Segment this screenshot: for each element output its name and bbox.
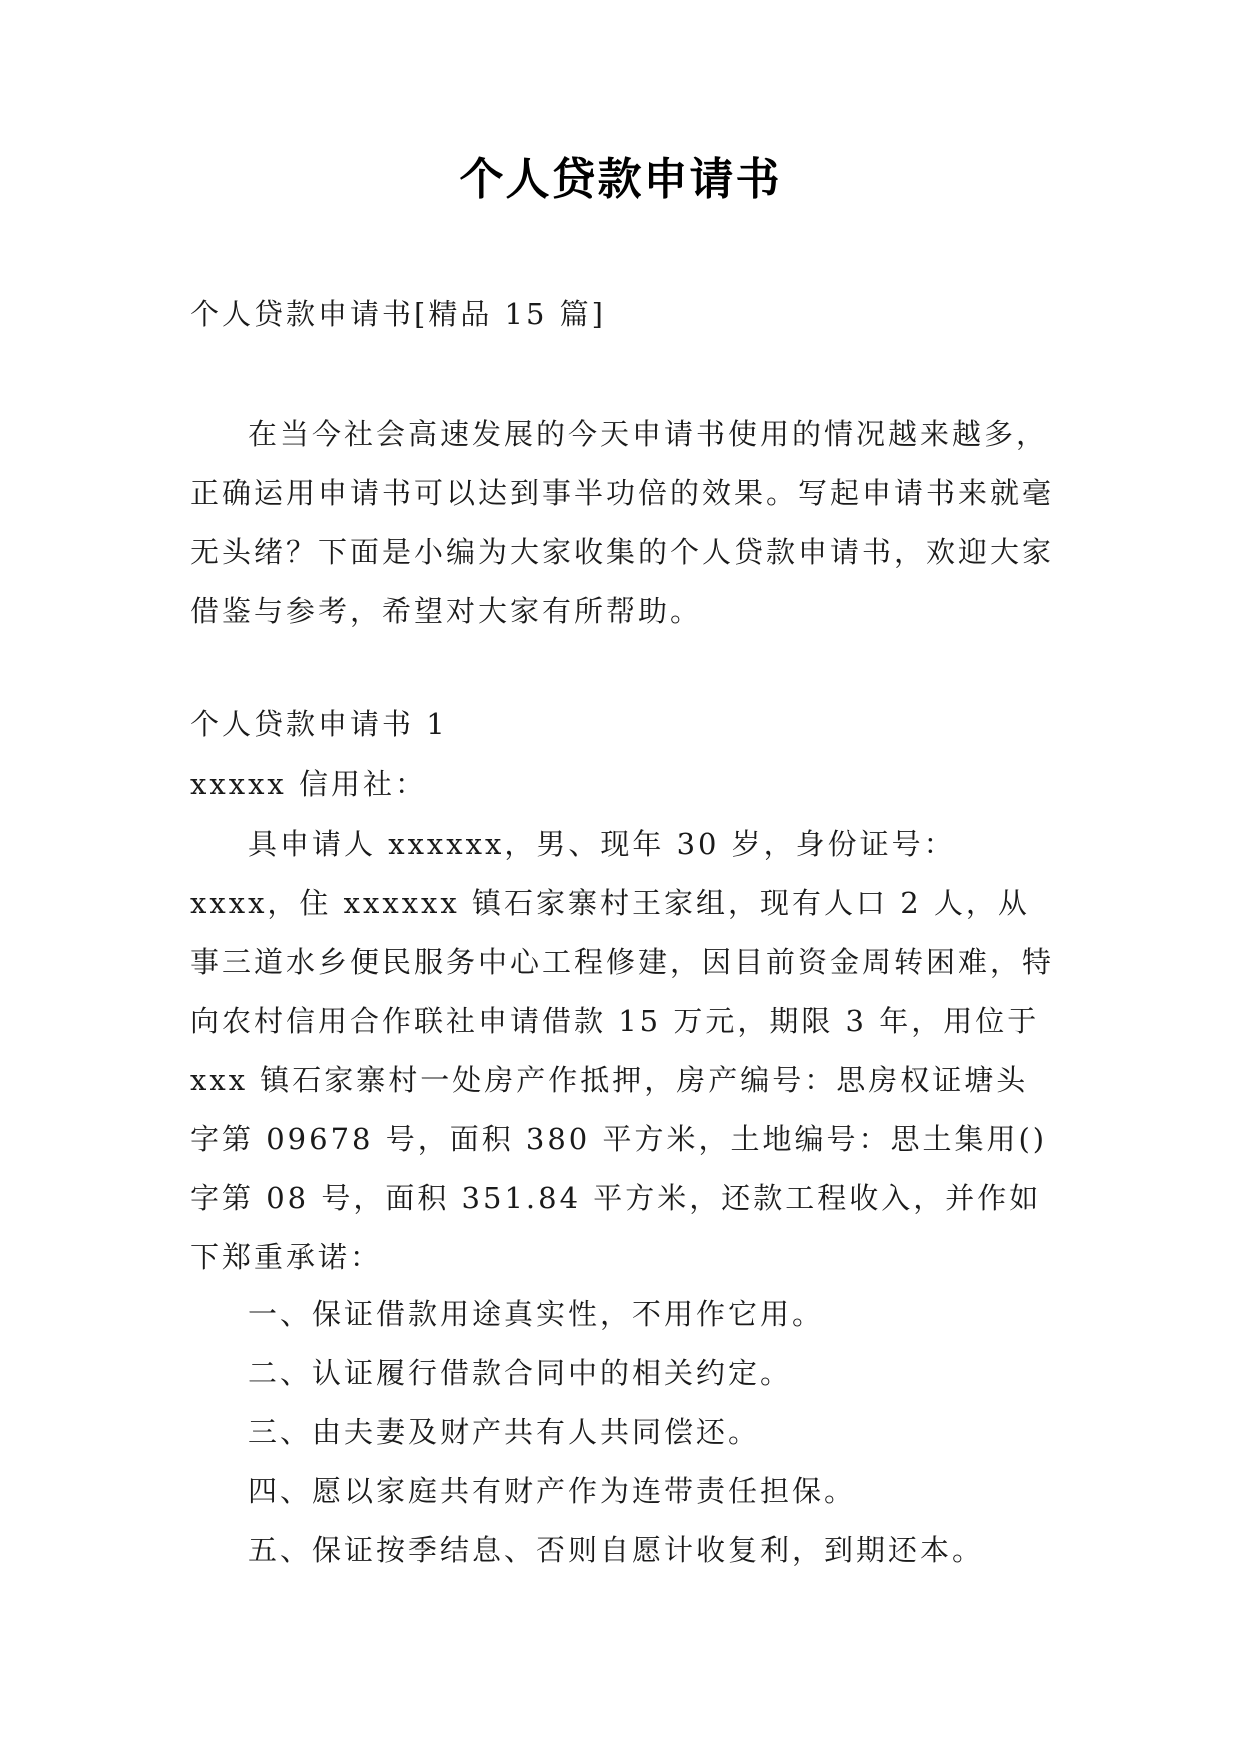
promise-item: 三、由夫妻及财产共有人共同偿还。 [248,1415,761,1449]
promise-item: 一、保证借款用途真实性，不用作它用。 [248,1297,825,1331]
addressee-line: xxxxx 信用社： [190,767,427,801]
promise-item: 五、保证按季结息、否则自愿计收复利，到期还本。 [248,1533,985,1567]
document-subtitle: 个人贷款申请书[精品 15 篇] [190,297,606,331]
application-paragraph: 具申请人 xxxxxx，男、现年 30 岁，身份证号：xxxx，住 xxxxxx 镇石家寨村王家组，现有人口 2 人，从事三道水乡便民服务中心工程修建，因目前资金周转困难，特向农村信用合作联社申请借款 15 万元，期限 3 年，用位于 xxx 镇石家寨村一处房产作抵押，房产编号：思房权证塘头字第 09678 号，面积 380 平方米，土地编号：思土集用()字第 08 号，面积 351.84 平方米，还款工程收入，并作如下郑重承诺： [190,827,1055,1274]
promise-item: 四、愿以家庭共有财产作为连带责任担保。 [248,1474,857,1508]
document-title: 个人贷款申请书 [459,154,782,205]
promise-item: 二、认证履行借款合同中的相关约定。 [248,1356,793,1390]
section-heading: 个人贷款申请书 1 [190,707,448,741]
intro-paragraph: 在当今社会高速发展的今天申请书使用的情况越来越多，正确运用申请书可以达到事半功倍的效果。写起申请书来就毫无头绪？下面是小编为大家收集的个人贷款申请书，欢迎大家借鉴与参考，希望对大家有所帮助。 [190,417,1055,628]
promise-list [190,1285,1060,1580]
